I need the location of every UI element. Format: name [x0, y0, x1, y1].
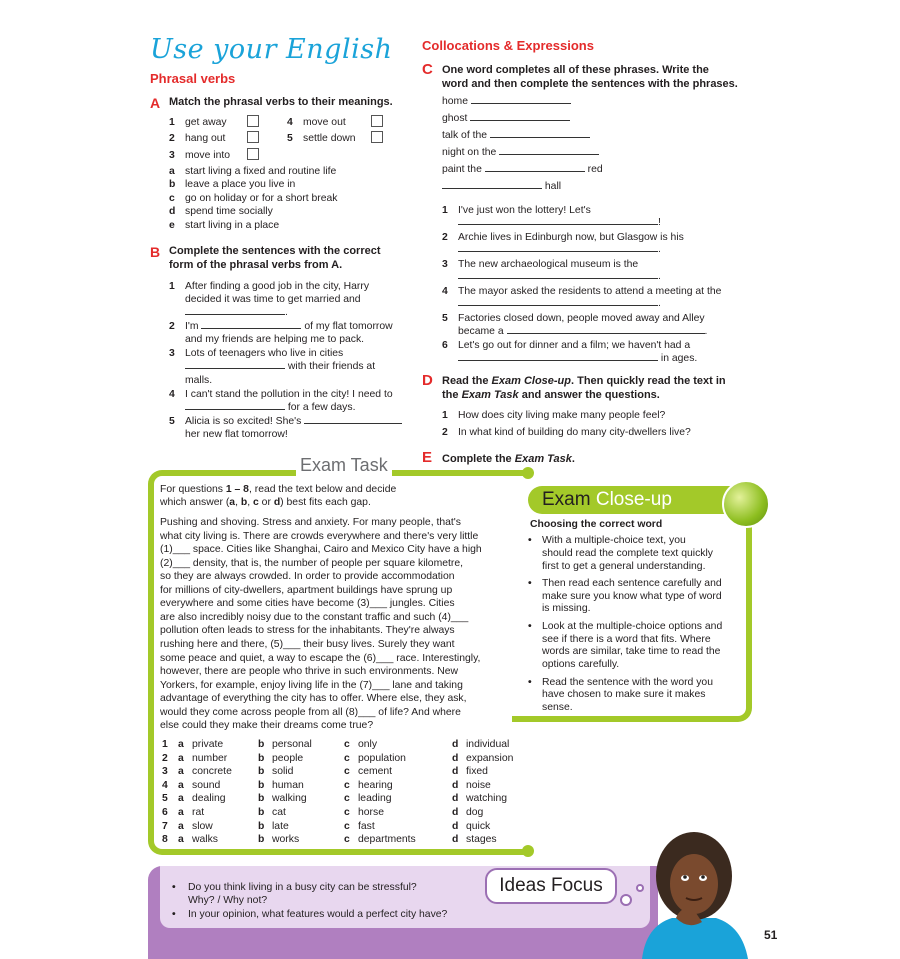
option-c[interactable]: c only — [344, 739, 378, 750]
option-number: 1 — [162, 739, 168, 750]
passage-line: rushing here and there, (5)___ their busy lives. Surely they want — [160, 638, 455, 650]
exercise-letter-a: A — [150, 95, 161, 111]
answer-blank[interactable] — [458, 297, 658, 306]
answer-blank[interactable] — [485, 163, 585, 172]
sentence-c5-line2: became a . — [458, 326, 708, 337]
face-shape — [670, 854, 718, 914]
verb-item: 1 get away — [169, 115, 259, 129]
answer-blank[interactable] — [185, 360, 285, 369]
sentence-c3-line2: . — [458, 270, 661, 283]
closeup-tip-line: • Look at the multiple-choice options and — [542, 620, 723, 632]
phrase-item: paint the red — [442, 164, 603, 175]
sentence-c2: 2 Archie lives in Edinburgh now, but Glasgow is his — [442, 232, 684, 243]
meaning-item: a start living a fixed and routine life — [169, 166, 337, 177]
option-b[interactable]: b people — [258, 752, 304, 764]
closeup-tip-line: • With a multiple-choice text, you — [542, 535, 686, 546]
passage-line: however, there are people who thrive in such environments. New — [160, 666, 459, 678]
question-d1: 1 How does city living make many people feel? — [442, 410, 666, 421]
option-d[interactable]: d fixed — [452, 766, 488, 778]
exercise-c-instruction-2: word and then complete the sentences with the phrases. — [442, 78, 738, 90]
sentence-b3: 3 Lots of teenagers who live in cities — [169, 348, 344, 359]
option-d[interactable]: d watching — [452, 793, 508, 805]
answer-blank[interactable] — [185, 401, 285, 410]
meaning-item: e start living in a place — [169, 220, 280, 231]
phrase-item: night on the — [442, 146, 599, 159]
exercise-e-instruction: Complete the Exam Task. — [442, 453, 575, 465]
option-c[interactable]: c fast — [344, 820, 375, 832]
answer-blank[interactable] — [185, 306, 285, 315]
closeup-tip-line: is missing. — [542, 603, 591, 615]
answer-blank[interactable] — [201, 320, 301, 329]
passage-line: Yorkers, for example, enjoy living life in the (7)___ lane and taking — [160, 679, 463, 691]
option-b[interactable]: b late — [258, 820, 289, 832]
ideas-question-2: • In your opinion, what features would a perfect city have? — [172, 909, 448, 920]
option-a[interactable]: a concrete — [178, 766, 232, 778]
sentence-c4: 4 The mayor asked the residents to attend a meeting at the — [442, 286, 722, 297]
sentence-b5-line2: her new flat tomorrow! — [185, 429, 288, 440]
sentence-c3: 3 The new archaeological museum is the — [442, 259, 639, 270]
sentence-c5: 5 Factories closed down, people moved away and Alley — [442, 313, 705, 324]
passage-line: what city living is. There are crowds everywhere and there's very little — [160, 530, 479, 542]
closeup-tip-line: words are similar, take time to read the — [542, 646, 721, 658]
meaning-item: b leave a place you live in — [169, 179, 296, 190]
sentence-b2-line2: and my friends are helping me to pack. — [185, 334, 365, 345]
option-d[interactable]: d individual — [452, 739, 510, 750]
option-number: 3 — [162, 766, 168, 778]
ideas-question-1-line2: Why? / Why not? — [188, 895, 268, 906]
sentence-b1-line2: decided it was time to get married and — [185, 294, 361, 305]
ideas-focus-label: Ideas Focus — [485, 868, 617, 904]
passage-line: would they come across people from all (8)___ of life? And where — [160, 706, 461, 718]
closeup-tip-line: make sure you know what type of word — [542, 590, 722, 602]
option-a[interactable]: a sound — [178, 779, 221, 791]
page-title: Use your English — [150, 34, 393, 65]
answer-box[interactable] — [247, 131, 259, 143]
sentence-b4: 4 I can't stand the pollution in the city! I need to — [169, 389, 393, 400]
option-number: 6 — [162, 807, 168, 818]
option-a[interactable]: a private — [178, 739, 224, 750]
sentence-c4-line2: . — [458, 297, 661, 310]
passage-line: else could they make their dreams come true? — [160, 720, 374, 732]
answer-box[interactable] — [247, 115, 259, 127]
answer-blank[interactable] — [458, 243, 658, 252]
answer-blank[interactable] — [458, 270, 658, 279]
answer-blank[interactable] — [304, 415, 402, 424]
passage-line: some peace and quiet, a way to escape the (6)___ race. Interestingly, — [160, 652, 481, 664]
verb-item: 3 move into — [169, 148, 259, 162]
passage-line: Pushing and shoving. Stress and anxiety. For many people, that's — [160, 517, 461, 528]
option-c[interactable]: c horse — [344, 807, 384, 818]
verb-item: 4 move out — [287, 115, 383, 129]
option-a[interactable]: a dealing — [178, 793, 226, 805]
answer-blank[interactable] — [458, 216, 658, 225]
thinking-student-illustration — [632, 826, 754, 959]
closeup-tip-line: • Read the sentence with the word you — [542, 676, 713, 688]
section-heading-phrasal-verbs: Phrasal verbs — [150, 71, 236, 86]
option-c[interactable]: c cement — [344, 766, 393, 778]
option-a[interactable]: a rat — [178, 807, 205, 818]
exercise-letter-d: D — [422, 372, 433, 389]
passage-line: are also incredibly noisy due to the constant traffic and such (4)___ — [160, 611, 469, 623]
passage-line: so they are always crowded. In order to provide accommodation — [160, 571, 455, 583]
section-heading-collocations: Collocations & Expressions — [422, 38, 594, 53]
option-b[interactable]: b cat — [258, 807, 286, 818]
option-d[interactable]: d expansion — [452, 752, 514, 764]
option-number: 5 — [162, 793, 168, 805]
phrase-item: ghost — [442, 112, 570, 125]
verb-item: 5 settle down — [287, 131, 383, 145]
option-number: 4 — [162, 779, 168, 791]
option-a[interactable]: a slow — [178, 820, 213, 832]
passage-line: (2)___ density, that is, the number of people per square kilometre, — [160, 557, 464, 569]
closeup-tip-line: • Then read each sentence carefully and — [542, 577, 722, 589]
globe-icon — [722, 480, 770, 528]
thought-bubble-dot — [620, 894, 632, 906]
closeup-tip-line: have chosen to make sure it makes — [542, 689, 706, 701]
exam-task-intro-1: For questions 1 – 8, read the text below and decide — [160, 484, 397, 495]
exercise-d-instruction-1: Read the Exam Close-up. Then quickly read the text in — [442, 375, 726, 387]
phrase-item: talk of the — [442, 129, 590, 142]
option-d[interactable]: d dog — [452, 807, 484, 818]
exercise-b-instruction-2: form of the phrasal verbs from A. — [169, 259, 343, 271]
exam-closeup-title: Exam Close-up — [528, 486, 750, 514]
phrase-item: home — [442, 95, 571, 108]
verb-item: 2 hang out — [169, 131, 259, 145]
passage-line: advantage of everything the city has to offer. Where else, they ask, — [160, 693, 467, 705]
sentence-b2: 2 I'm of my flat tomorrow — [169, 321, 393, 332]
meaning-item: c go on holiday or for a short break — [169, 193, 338, 204]
option-b[interactable]: b walking — [258, 793, 307, 805]
exercise-b-instruction-1: Complete the sentences with the correct — [169, 245, 381, 257]
option-b[interactable]: b human — [258, 779, 304, 791]
option-number: 8 — [162, 834, 168, 846]
closeup-tip-line: should read the complete text quickly — [542, 547, 713, 559]
option-a[interactable]: a number — [178, 752, 228, 764]
sentence-c6-line2: in ages. — [458, 352, 697, 365]
option-c[interactable]: c hearing — [344, 779, 393, 791]
exercise-letter-b: B — [150, 244, 161, 260]
frame-dot — [522, 467, 534, 479]
option-b[interactable]: b personal — [258, 739, 312, 750]
sentence-b3-line3: malls. — [185, 375, 213, 386]
answer-box[interactable] — [371, 115, 383, 127]
exercise-d-instruction-2: the Exam Task and answer the questions. — [442, 389, 660, 401]
sentence-b4-line2: for a few days. — [185, 401, 355, 414]
passage-line: pollution often leads to stress for the inhabitants. They're always — [160, 625, 455, 637]
exercise-a-instruction: Match the phrasal verbs to their meanings. — [169, 96, 393, 108]
page-number: 51 — [764, 928, 778, 942]
option-number: 7 — [162, 820, 168, 832]
sentence-c6: 6 Let's go out for dinner and a film; we haven't had a — [442, 340, 691, 351]
answer-blank[interactable] — [499, 146, 599, 155]
option-number: 2 — [162, 752, 168, 764]
answer-box[interactable] — [371, 131, 383, 143]
option-d[interactable]: d stages — [452, 834, 497, 846]
option-b[interactable]: b works — [258, 834, 300, 846]
closeup-tip — [542, 621, 762, 672]
answer-blank[interactable] — [490, 129, 590, 138]
exercise-c-instruction-1: One word completes all of these phrases. Write the — [442, 64, 709, 76]
answer-box[interactable] — [247, 148, 259, 160]
sentence-b5: 5 Alicia is so excited! She's — [169, 415, 402, 428]
exercise-letter-e: E — [422, 449, 433, 466]
closeup-tip — [542, 535, 762, 573]
option-b[interactable]: b solid — [258, 766, 294, 778]
answer-blank[interactable] — [507, 325, 705, 334]
exam-closeup-heading: Choosing the correct word — [530, 519, 663, 530]
answer-blank[interactable] — [471, 95, 571, 104]
closeup-tip-line: see if there is a word that fits. Where — [542, 633, 711, 645]
option-d[interactable]: d noise — [452, 779, 491, 791]
sentence-b3-line2: with their friends at — [185, 360, 375, 373]
passage-line: for millions of city-dwellers, apartment buildings have sprung up — [160, 584, 453, 596]
answer-blank[interactable] — [442, 180, 542, 189]
answer-blank[interactable] — [470, 112, 570, 121]
passage-line: everywhere and some cities have become (3)___ jungles. Cities — [160, 598, 455, 610]
option-a[interactable]: a walks — [178, 834, 218, 846]
exam-task-frame-top — [400, 470, 524, 476]
question-d2: 2 In what kind of building do many city-dwellers live? — [442, 427, 691, 438]
closeup-tip — [542, 578, 762, 616]
frame-bottom-extension — [505, 849, 525, 853]
option-c[interactable]: c leading — [344, 793, 392, 805]
exercise-letter-c: C — [422, 61, 433, 78]
ideas-question-1: • Do you think living in a busy city can be stressful? — [172, 882, 417, 893]
passage-line: (1)___ space. Cities like Shanghai, Cairo and Mexico City have a high — [160, 544, 482, 556]
option-c[interactable]: c departments — [344, 834, 416, 846]
sentence-c1: 1 I've just won the lottery! Let's — [442, 205, 591, 216]
sentence-b1-line3: . — [185, 306, 288, 319]
exam-task-intro-2: which answer (a, b, c or d) best fits each gap. — [160, 497, 371, 508]
closeup-tip-line: sense. — [542, 702, 573, 714]
closeup-tip-line: options carefully. — [542, 659, 620, 671]
meaning-item: d spend time socially — [169, 206, 273, 217]
closeup-tip-line: first to get a general understanding. — [542, 560, 706, 572]
phrase-item: hall — [442, 180, 561, 193]
exam-task-label: Exam Task — [296, 454, 392, 476]
closeup-tip — [542, 677, 762, 715]
sentence-c1-line2: ! — [458, 216, 661, 229]
sentence-b1: 1 After finding a good job in the city, Harry — [169, 281, 370, 292]
option-d[interactable]: d quick — [452, 820, 491, 832]
option-c[interactable]: c population — [344, 752, 406, 764]
sentence-c2-line2: . — [458, 243, 661, 256]
answer-blank[interactable] — [458, 352, 658, 361]
